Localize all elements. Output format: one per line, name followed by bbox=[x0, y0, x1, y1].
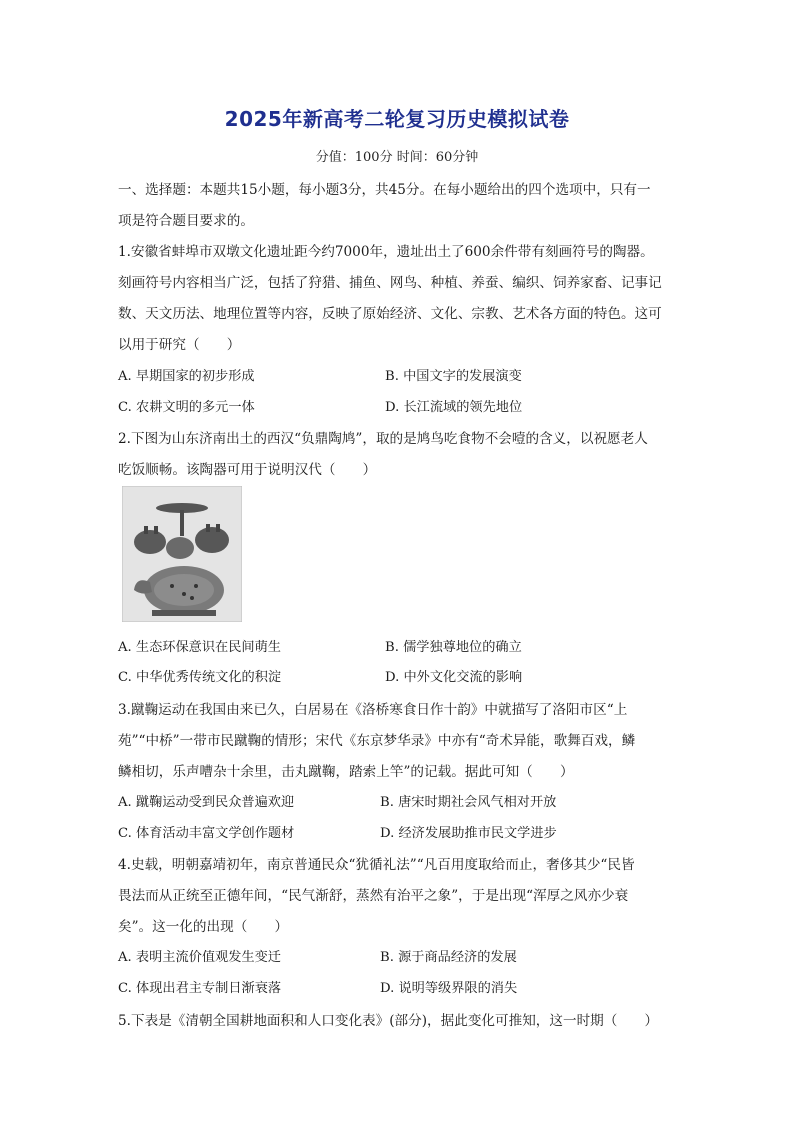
question-4-option-d: D. 说明等级界限的消失 bbox=[380, 981, 518, 996]
question-2-stem: 2.下图为山东济南出土的西汉“负鼎陶鸠”，取的是鸠鸟吃食物不会噎的含义，以祝愿老人 bbox=[118, 431, 648, 447]
question-4-stem: 4.史载，明朝嘉靖初年，南京普通民众“犹循礼法”“凡百用度取给而止，奢侈其少“民皆 bbox=[118, 857, 635, 873]
question-2-stem: 吃饭顺畅。该陶器可用于说明汉代（ ） bbox=[118, 462, 377, 478]
section-instruction: 一、选择题：本题共15小题，每小题3分，共45分。在每小题给出的四个选项中，只有一 bbox=[118, 182, 651, 198]
exam-meta: 分值：100分 时间：60分钟 bbox=[315, 150, 479, 165]
question-1-option-a: A. 早期国家的初步形成 bbox=[118, 369, 255, 384]
question-3-option-b: B. 唐宋时期社会风气相对开放 bbox=[380, 795, 557, 810]
question-4-option-a: A. 表明主流价值观发生变迁 bbox=[118, 950, 281, 965]
question-4-option-c: C. 体现出君主专制日渐衰落 bbox=[118, 981, 282, 996]
question-1-option-d: D. 长江流域的领先地位 bbox=[385, 400, 523, 415]
question-1-option-b: B. 中国文字的发展演变 bbox=[385, 369, 522, 384]
question-1-stem: 数、天文历法、地理位置等内容，反映了原始经济、文化、宗教、艺术各方面的特色。这可 bbox=[118, 306, 662, 322]
question-3-stem: 苑”“中桥”一带市民蹴鞠的情形；宋代《东京梦华录》中亦有“奇术异能，歌舞百戏，鳞 bbox=[118, 733, 636, 749]
question-5-stem: 5.下表是《清朝全国耕地面积和人口变化表》(部分)，据此变化可推知，这一时期（ ） bbox=[118, 1013, 659, 1029]
question-2-option-b: B. 儒学独尊地位的确立 bbox=[385, 640, 522, 655]
question-2-option-a: A. 生态环保意识在民间萌生 bbox=[118, 640, 281, 655]
question-2-option-d: D. 中外文化交流的影响 bbox=[385, 670, 523, 685]
question-4-option-b: B. 源于商品经济的发展 bbox=[380, 950, 517, 965]
question-3-stem: 3.蹴鞠运动在我国由来已久，白居易在《洛桥寒食日作十韵》中就描写了洛阳市区“上 bbox=[118, 702, 628, 718]
question-1-option-c: C. 农耕文明的多元一体 bbox=[118, 400, 255, 415]
question-1-stem: 刻画符号内容相当广泛，包括了狩猎、捕鱼、网鸟、种植、养蚕、编织、饲养家畜、记事记 bbox=[118, 275, 662, 291]
question-3-option-a: A. 蹴鞠运动受到民众普遍欢迎 bbox=[118, 795, 295, 810]
question-3-option-c: C. 体育活动丰富文学创作题材 bbox=[118, 826, 295, 841]
question-1-stem: 1.安徽省蚌埠市双墩文化遗址距今约7000年，遗址出土了600余件带有刻画符号的陶器。 bbox=[118, 244, 654, 260]
exam-title: 2025年新高考二轮复习历史模拟试卷 bbox=[224, 107, 570, 131]
question-3-option-d: D. 经济发展助推市民文学进步 bbox=[380, 826, 557, 841]
section-instruction: 项是符合题目要求的。 bbox=[118, 213, 254, 229]
question-4-stem: 畏法而从正统至正德年间，“民气渐舒，蒸然有治平之象”，于是出现“浑厚之风亦少衰 bbox=[118, 888, 629, 904]
question-4-stem: 矣”。这一化的出现（ ） bbox=[118, 919, 289, 935]
question-3-stem: 鳞相切，乐声嘈杂十余里，击丸蹴鞠，踏索上竿”的记载。据此可知（ ） bbox=[118, 764, 574, 780]
question-2-option-c: C. 中华优秀传统文化的积淀 bbox=[118, 670, 282, 685]
question-1-stem: 以用于研究（ ） bbox=[118, 337, 241, 353]
pottery-photo bbox=[122, 486, 242, 622]
